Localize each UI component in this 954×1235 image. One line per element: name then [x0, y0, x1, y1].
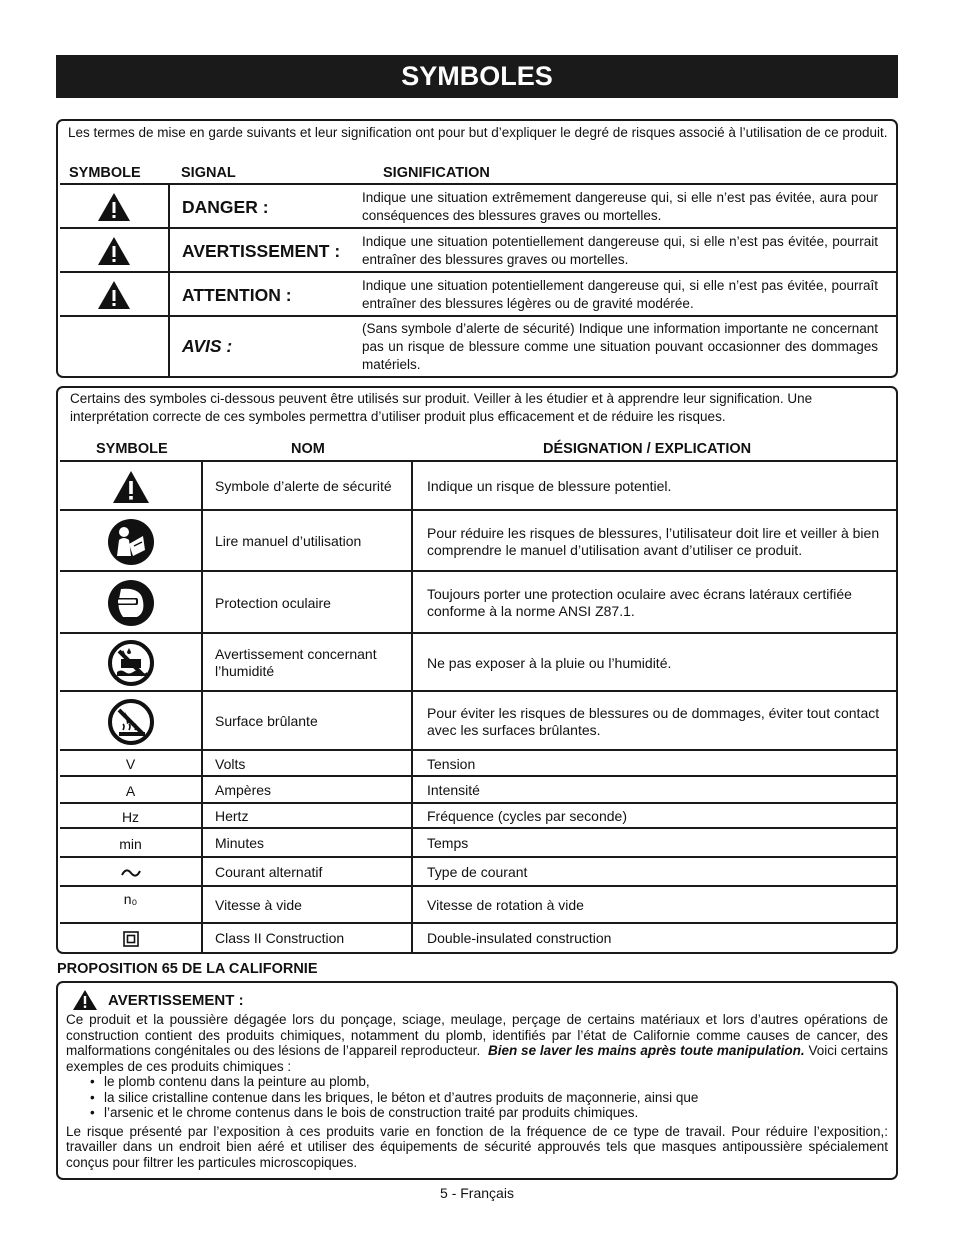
prop65-bullet-list — [66, 1074, 888, 1121]
page-title: SYMBOLES — [56, 55, 898, 98]
table-row — [60, 775, 896, 804]
symbol-description: Pour réduire les risques de blessures, l’utilisateur doit lire et veiller à bien comprendre le manuel d’utilisation avant d’utiliser ce produit. — [427, 524, 880, 558]
read-manual-icon — [60, 511, 203, 572]
prop65-paragraph-1: Ce produit et la poussière dégagée lors du ponçage, sciage, meulage, perçage de certains matériaux et lors d’autres opérations de construction contient des produits chimiques, notamment du plomb, identifiés par l’état de Californie comme causes de cancer, des malformations congénitales ou des lésions de l’appareil reproducteur. Bien se laver les mains après toute manipulation. Voici certains exemples de ces produits chimiques : — [66, 1012, 888, 1074]
header-meaning: SIGNIFICATION — [383, 165, 490, 181]
symbol-description: Ne pas exposer à la pluie ou l’humidité. — [427, 654, 672, 671]
symbol-description: Tension — [427, 755, 476, 772]
signal-definition: Indique une situation potentiellement dangereuse qui, si elle n’est pas évitée, pourrait entraîner des blessures graves ou mortelles. — [362, 234, 878, 267]
table-row — [60, 509, 896, 572]
signal-word: AVERTISSEMENT : — [182, 240, 341, 261]
symbol-name: Lire manuel d’utilisation — [203, 511, 413, 572]
symbol-hertz: Hz — [60, 804, 203, 829]
symbol-name: Vitesse à vide — [203, 887, 413, 924]
signal-row-caution — [60, 271, 896, 317]
list-item: • la silice cristalline contenue dans les briques, le béton et d’autres produits de maçonnerie, ainsi que — [104, 1090, 888, 1106]
signal-row-notice — [60, 315, 896, 376]
symbol-no-load-speed: n₀ — [60, 887, 203, 924]
symbol-name: Class II Construction — [203, 924, 413, 953]
symbol-name: Protection oculaire — [203, 572, 413, 634]
table-row — [60, 570, 896, 634]
prop65-body — [66, 1012, 888, 1170]
warning-triangle-icon — [60, 229, 170, 273]
header-name: NOM — [291, 441, 325, 457]
header-symbol: SYMBOLE — [69, 165, 141, 181]
wet-conditions-icon — [60, 634, 203, 692]
symbol-name: Minutes — [203, 829, 413, 858]
symbol-name: Surface brûlante — [203, 692, 413, 751]
signal-definition: Indique une situation extrêmement dangereuse qui, si elle n’est pas évitée, aura pour conséquences des blessures graves ou mortelles. — [362, 190, 878, 223]
table-row — [60, 922, 896, 953]
symbol-name: Avertissement concernant l’humidité — [203, 634, 413, 692]
class-ii-icon — [60, 924, 203, 953]
warning-triangle-icon — [60, 185, 170, 229]
table-row — [60, 632, 896, 692]
symbol-description: Fréquence (cycles par seconde) — [427, 808, 627, 824]
alternating-current-icon — [60, 858, 203, 887]
safety-alert-icon — [60, 462, 203, 511]
list-item: • l’arsenic et le chrome contenus dans le bois de construction traité par produits chimiques. — [104, 1105, 888, 1121]
symbol-description: Indique un risque de blessure potentiel. — [427, 478, 672, 494]
page-number: 5 - Français — [440, 1185, 514, 1201]
symbol-description: Type de courant — [427, 864, 528, 880]
prop65-warning-header — [72, 989, 244, 1011]
symbols-intro: Certains des symboles ci-dessous peuvent être utilisés sur produit. Veiller à les étudier et à apprendre leur signification. Une interprétation correcte de ces symboles permettra d’utiliser produit plus efficacement et de réduire les risques. — [70, 391, 813, 424]
symbols-box — [56, 386, 898, 954]
prop65-emphasis: Bien se laver les mains après toute manipulation. — [488, 1043, 805, 1058]
symbol-description: Pour éviter les risques de blessures ou de dommages, éviter tout contact avec les surfaces brûlantes. — [427, 704, 880, 738]
empty-symbol-cell — [60, 317, 170, 376]
table-row — [60, 749, 896, 777]
symbol-minutes: min — [60, 829, 203, 858]
eye-protection-icon — [60, 572, 203, 634]
hot-surface-icon — [60, 692, 203, 751]
header-signal: SIGNAL — [181, 165, 236, 181]
signal-word: AVIS : — [182, 336, 233, 356]
warning-triangle-icon — [60, 273, 170, 317]
header-symbol: SYMBOLE — [96, 441, 168, 457]
prop65-title: PROPOSITION 65 DE LA CALIFORNIE — [57, 961, 318, 977]
warning-label: AVERTISSEMENT : — [108, 991, 244, 1009]
symbol-amperes: A — [60, 777, 203, 804]
signal-intro: Les termes de mise en garde suivants et leur signification ont pour but d’expliquer le degré de risques associé à l’utilisation de ce produit. — [68, 125, 888, 140]
signal-definition: Indique une situation potentiellement dangereuse qui, si elle n’est pas évitée, pourraît entraîner des blessures légères ou de gravité modérée. — [362, 278, 878, 311]
signal-word: ATTENTION : — [182, 284, 292, 305]
prop65-warning-box — [56, 981, 898, 1180]
list-item: • le plomb contenu dans la peinture au plomb, — [104, 1074, 888, 1090]
signal-row-danger — [60, 183, 896, 229]
table-row — [60, 690, 896, 751]
symbol-volts: V — [60, 751, 203, 777]
symbol-name: Volts — [203, 751, 413, 777]
signal-row-warning — [60, 227, 896, 273]
signal-word: DANGER : — [182, 196, 269, 217]
signal-definition: (Sans symbole d’alerte de sécurité) Indique une information importante ne concernant pas un risque de blessure comme une situation pouvant occasionner des dommages matériels. — [362, 320, 878, 372]
symbol-name: Symbole d’alerte de sécurité — [203, 462, 413, 511]
prop65-paragraph-2: Le risque présenté par l’exposition à ces produits varie en fonction de la fréquence de ce type de travail. Pour réduire l’exposition,: travailler dans un endroit bien aéré et utiliser des équipements de sécurité approuvés tels que masques antipoussière spécialement conçus pour filtrer les particules microscopiques. — [66, 1123, 888, 1170]
table-row — [60, 802, 896, 829]
warning-triangle-icon — [72, 989, 98, 1011]
table-row — [60, 460, 896, 511]
symbol-description: Toujours porter une protection oculaire avec écrans latéraux certifiée conforme à la norme ANSI Z87.1. — [427, 586, 852, 619]
header-description: DÉSIGNATION / EXPLICATION — [543, 441, 752, 457]
table-row — [60, 856, 896, 887]
symbol-name: Courant alternatif — [203, 858, 413, 887]
symbol-description: Intensité — [427, 782, 480, 798]
symbol-name: Hertz — [203, 804, 413, 829]
table-row — [60, 885, 896, 924]
symbol-name: Ampères — [203, 777, 413, 804]
symbol-description: Double-insulated construction — [427, 930, 612, 946]
signal-words-box — [56, 119, 898, 378]
symbol-description: Temps — [427, 835, 469, 851]
table-row — [60, 827, 896, 858]
symbol-description: Vitesse de rotation à vide — [427, 897, 584, 913]
